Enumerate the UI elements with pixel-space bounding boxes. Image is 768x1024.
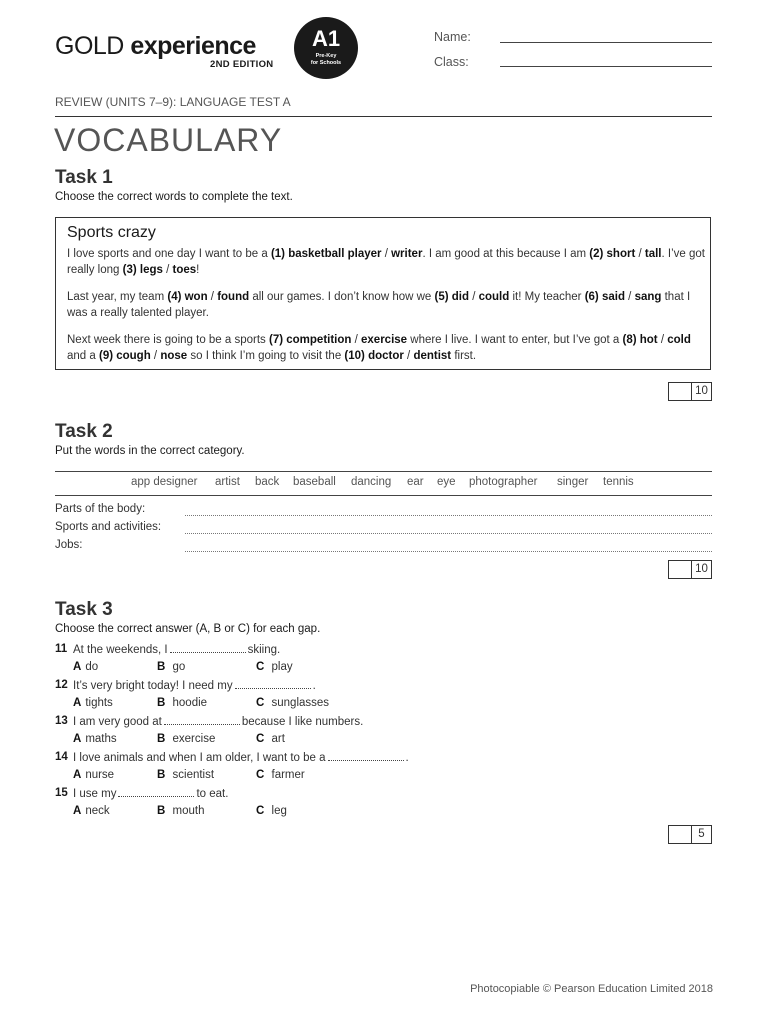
task1-score-box[interactable] — [668, 382, 712, 401]
task3-score-box[interactable] — [668, 825, 712, 844]
name-label: Name: — [434, 30, 471, 44]
question-before: I use my — [73, 788, 117, 800]
text-paragraph-2: Last year, my team (4) won / found all our games. I don’t know how we (5) did / could it! My teacher (6) said / sang that I was a really talented player. — [67, 291, 691, 319]
answer-gap[interactable] — [328, 751, 404, 761]
class-label: Class: — [434, 55, 469, 69]
option-c-label: art — [271, 733, 285, 745]
option-b-label: scientist — [172, 769, 215, 781]
option-b[interactable]: B go — [157, 661, 186, 673]
option-b-label: hoodie — [172, 697, 208, 709]
question-text — [73, 643, 280, 656]
option-b[interactable]: B exercise — [157, 733, 216, 745]
score-total: 5 — [698, 828, 705, 840]
option-c[interactable]: C sunglasses — [256, 697, 330, 709]
option-c-label: farmer — [271, 769, 305, 781]
option-a-label: nurse — [85, 769, 115, 781]
question-number: 15 — [55, 787, 68, 799]
option-b[interactable]: B scientist — [157, 769, 215, 781]
score-total: 10 — [695, 563, 708, 575]
badge-level: A1 — [311, 26, 341, 51]
word-item: eye — [437, 476, 456, 488]
category-label-sports: Sports and activities: — [55, 521, 162, 533]
score-input[interactable] — [669, 561, 692, 578]
answer-gap[interactable] — [118, 787, 194, 797]
option-c[interactable]: C play — [256, 661, 293, 673]
section-title: VOCABULARY — [54, 122, 283, 158]
option-a-label: neck — [85, 805, 110, 817]
task2-instruction: Put the words in the correct category. — [55, 445, 245, 457]
option-a-label: do — [85, 661, 99, 673]
option-c-label: sunglasses — [271, 697, 330, 709]
header-divider — [55, 116, 712, 117]
answer-line-jobs[interactable] — [185, 551, 712, 552]
text-paragraph-1: I love sports and one day I want to be a (1) basketball player / writer. I am good at this because I am (2) short / tall. I’ve got really long (3) legs / toes! — [67, 248, 705, 276]
option-a[interactable]: A nurse — [73, 769, 115, 781]
option-a[interactable]: A do — [73, 661, 99, 673]
question-after: because I like numbers. — [241, 716, 364, 728]
word-item: back — [255, 476, 280, 488]
question-before: I am very good at — [73, 716, 162, 728]
word-item: tennis — [603, 476, 634, 488]
answer-gap[interactable] — [170, 643, 246, 653]
word-item: dancing — [351, 476, 392, 488]
option-c[interactable]: C farmer — [256, 769, 305, 781]
question-text — [73, 787, 228, 800]
category-label-body: Parts of the body: — [55, 503, 146, 515]
option-b-label: exercise — [172, 733, 216, 745]
option-c-label: play — [271, 661, 293, 673]
review-heading: REVIEW (UNITS 7–9): LANGUAGE TEST A — [55, 95, 291, 109]
task3-instruction: Choose the correct answer (A, B or C) for each gap. — [55, 623, 321, 635]
class-field[interactable] — [500, 66, 712, 67]
brand-experience: experience — [130, 32, 256, 60]
score-input[interactable] — [669, 826, 692, 843]
question-after: to eat. — [196, 788, 229, 800]
task2-score-box[interactable] — [668, 560, 712, 579]
word-item: app designer — [131, 476, 198, 488]
option-a-label: maths — [85, 733, 117, 745]
task1-title: Task 1 — [55, 167, 113, 188]
option-b[interactable]: B mouth — [157, 805, 205, 817]
word-item: ear — [407, 476, 424, 488]
level-badge — [294, 17, 358, 79]
score-total: 10 — [695, 385, 708, 397]
question-before: At the weekends, I — [73, 644, 168, 656]
question-number: 11 — [55, 643, 68, 655]
question-after: . — [405, 752, 409, 764]
score-input[interactable] — [669, 383, 692, 400]
question-text — [73, 751, 409, 764]
option-c-label: leg — [271, 805, 287, 817]
question-after: skiing. — [247, 644, 281, 656]
answer-line-sports[interactable] — [185, 533, 712, 534]
option-b-label: mouth — [172, 805, 205, 817]
option-c[interactable]: C leg — [256, 805, 287, 817]
task2-title: Task 2 — [55, 421, 113, 442]
word-item: singer — [557, 476, 589, 488]
answer-gap[interactable] — [164, 715, 240, 725]
answer-line-body[interactable] — [185, 515, 712, 516]
question-number: 14 — [55, 751, 68, 763]
option-a[interactable]: A neck — [73, 805, 110, 817]
option-a[interactable]: A maths — [73, 733, 117, 745]
option-a[interactable]: A tights — [73, 697, 113, 709]
question-after: . — [312, 680, 316, 692]
task1-instruction: Choose the correct words to complete the text. — [55, 191, 293, 203]
word-item: baseball — [293, 476, 336, 488]
question-before: It’s very bright today! I need my — [73, 680, 233, 692]
name-field[interactable] — [500, 42, 712, 43]
footer-copyright: Photocopiable © Pearson Education Limited 2018 — [470, 983, 713, 995]
option-a-label: tights — [85, 697, 113, 709]
word-item: photographer — [469, 476, 538, 488]
text-paragraph-3: Next week there is going to be a sports (7) competition / exercise where I live. I want to enter, but I’ve got a (8) hot / cold and a (9) cough / nose so I think I’m going to visit the (10) doctor / dentist first. — [67, 334, 691, 362]
question-number: 13 — [55, 715, 68, 727]
question-text — [73, 715, 363, 728]
option-c[interactable]: C art — [256, 733, 285, 745]
question-text — [73, 679, 316, 692]
badge-sub1: Pre-Key — [315, 53, 337, 59]
question-number: 12 — [55, 679, 68, 691]
brand-gold: GOLD — [55, 32, 124, 60]
option-b-label: go — [172, 661, 186, 673]
badge-sub2: for Schools — [310, 59, 342, 66]
task3-title: Task 3 — [55, 599, 113, 620]
word-item: artist — [215, 476, 240, 488]
answer-gap[interactable] — [235, 679, 311, 689]
question-before: I love animals and when I am older, I want to be a — [73, 752, 326, 764]
brand-logo — [55, 32, 256, 60]
edition-label: 2ND EDITION — [210, 59, 274, 70]
category-label-jobs: Jobs: — [55, 539, 83, 551]
text-title: Sports crazy — [67, 224, 156, 241]
option-b[interactable]: B hoodie — [157, 697, 208, 709]
